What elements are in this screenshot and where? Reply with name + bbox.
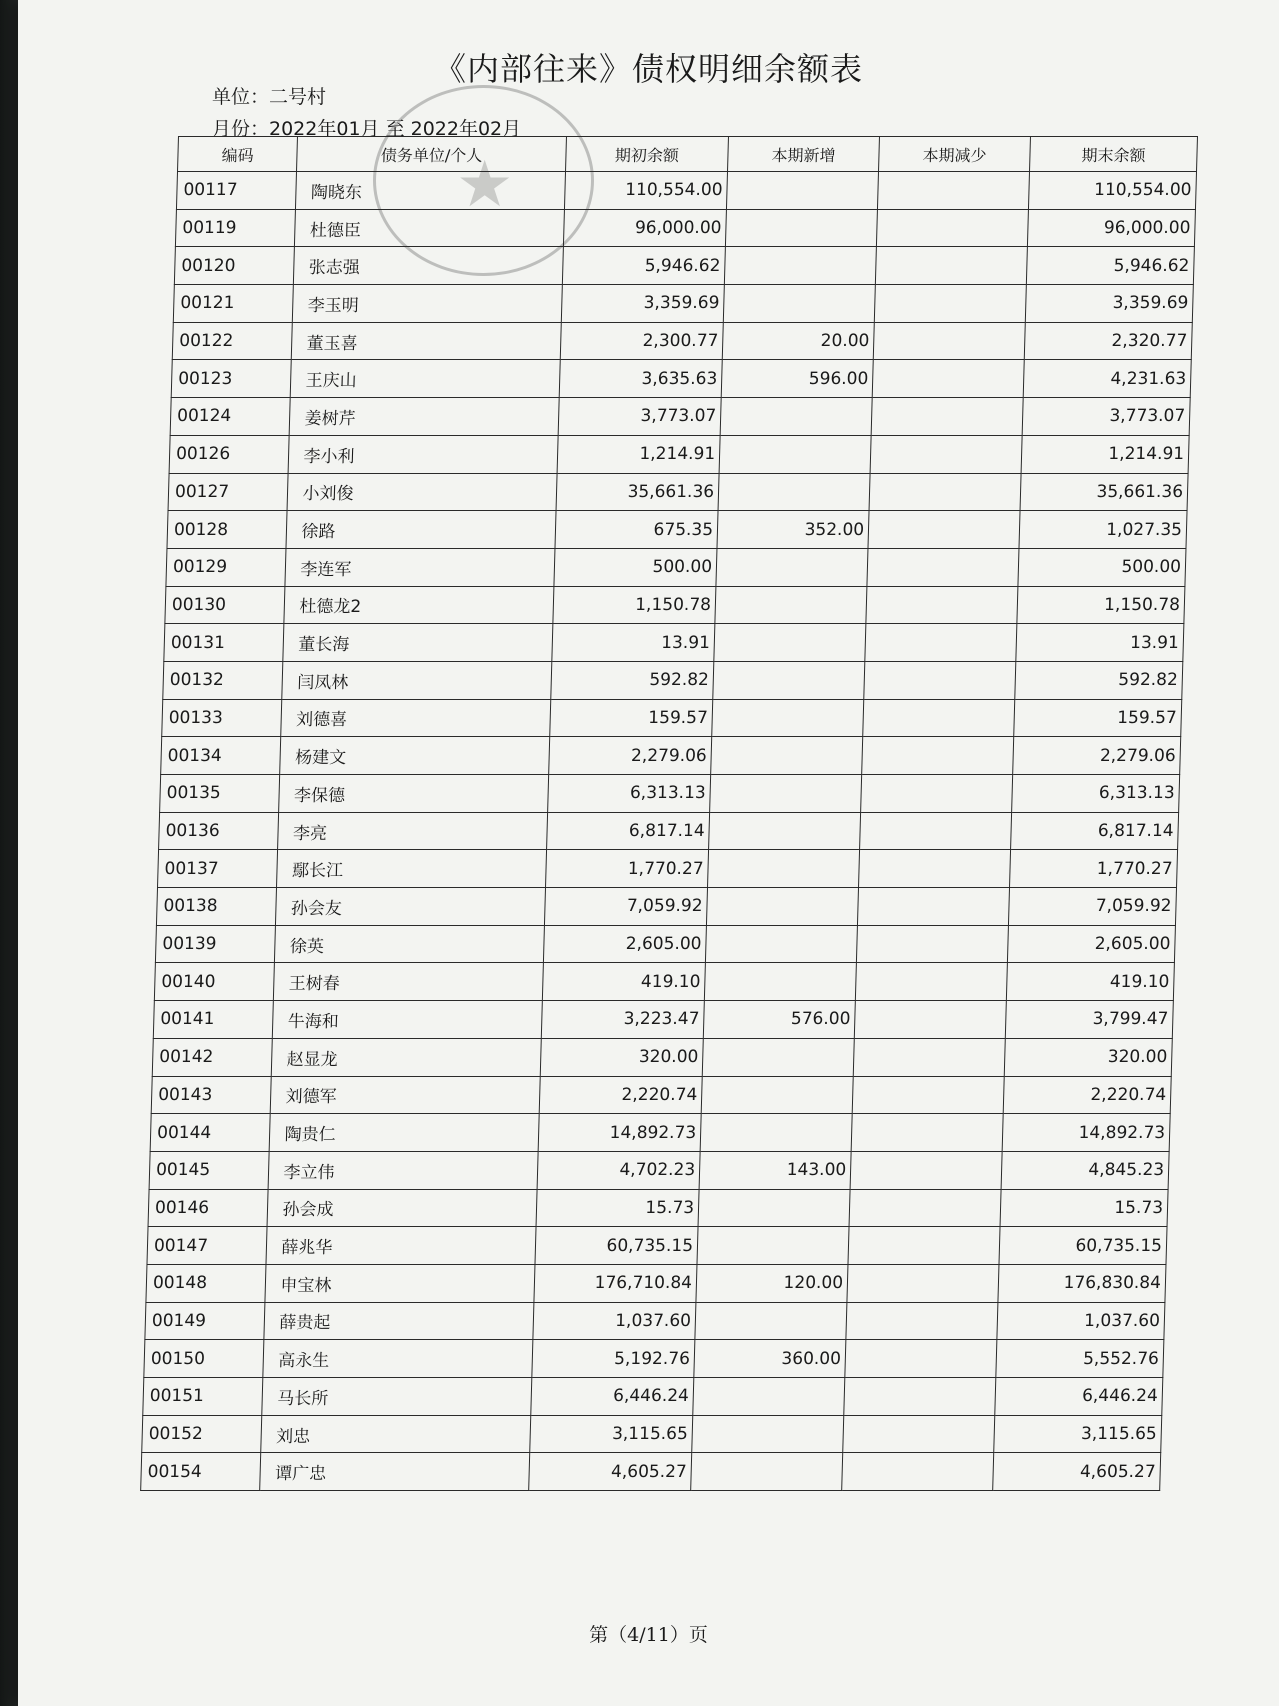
cell-period-decrease: [859, 850, 1011, 888]
table-row: [168, 473, 1188, 511]
cell-opening-balance: 3,773.07: [558, 398, 721, 436]
cell-period-decrease: [860, 812, 1012, 850]
table-row: [173, 285, 1193, 323]
page-number: 第（4/11）页: [589, 1624, 708, 1646]
cell-code: 00117: [176, 172, 297, 210]
cell-closing-balance: 6,446.24: [995, 1378, 1163, 1416]
cell-period-decrease: [871, 398, 1023, 436]
cell-debtor: 孙会友: [276, 888, 545, 926]
cell-debtor: 鄢长江: [277, 850, 546, 888]
cell-debtor: 李保德: [279, 775, 548, 813]
cell-opening-balance: 3,115.65: [529, 1415, 692, 1453]
cell-closing-balance: 96,000.00: [1028, 209, 1196, 247]
cell-period-decrease: [872, 360, 1024, 398]
cell-period-decrease: [865, 624, 1017, 662]
cell-debtor: 薛贵起: [264, 1302, 533, 1340]
cell-period-increase: [718, 473, 870, 511]
cell-period-decrease: [864, 661, 1016, 699]
cell-code: 00129: [166, 548, 287, 586]
cell-period-increase: [698, 1189, 850, 1227]
cell-debtor: 陶贵仁: [270, 1114, 539, 1152]
cell-code: 00124: [170, 398, 291, 436]
cell-debtor: 陶晓东: [296, 172, 565, 210]
cell-closing-balance: 6,817.14: [1011, 812, 1179, 850]
cell-debtor: 董玉喜: [292, 322, 561, 360]
table-header-row: [178, 137, 1198, 172]
table-row: [171, 360, 1191, 398]
table-row: [165, 586, 1185, 624]
cell-period-decrease: [852, 1076, 1004, 1114]
cell-period-increase: [710, 775, 862, 813]
cell-code: 00147: [147, 1227, 268, 1265]
cell-period-increase: [713, 661, 865, 699]
cell-opening-balance: 3,223.47: [541, 1001, 704, 1039]
table-row: [160, 775, 1180, 813]
cell-code: 00139: [155, 925, 276, 963]
cell-period-decrease: [866, 586, 1018, 624]
table-row: [153, 1001, 1173, 1039]
cell-period-increase: [725, 209, 877, 247]
cell-code: 00128: [167, 511, 288, 549]
cell-code: 00132: [163, 661, 284, 699]
cell-debtor: 徐路: [286, 511, 555, 549]
table-row: [159, 812, 1179, 850]
table-row: [170, 398, 1190, 436]
cell-opening-balance: 4,702.23: [537, 1151, 700, 1189]
cell-code: 00143: [151, 1076, 272, 1114]
table-row: [156, 888, 1176, 926]
cell-opening-balance: 6,446.24: [531, 1378, 694, 1416]
cell-opening-balance: 675.35: [555, 511, 718, 549]
cell-opening-balance: 419.10: [542, 963, 705, 1001]
cell-period-increase: [709, 812, 861, 850]
cell-period-decrease: [863, 699, 1015, 737]
cell-closing-balance: 3,799.47: [1005, 1001, 1173, 1039]
cell-closing-balance: 13.91: [1016, 624, 1184, 662]
cell-period-increase: 143.00: [699, 1151, 851, 1189]
table-row: [169, 435, 1189, 473]
cell-period-increase: [702, 1038, 854, 1076]
cell-debtor: 薛兆华: [266, 1227, 535, 1265]
cell-period-decrease: [850, 1151, 1002, 1189]
cell-closing-balance: 419.10: [1006, 963, 1174, 1001]
cell-debtor: 牛海和: [273, 1001, 542, 1039]
cell-closing-balance: 3,359.69: [1025, 285, 1193, 323]
cell-period-increase: [715, 586, 867, 624]
cell-period-decrease: [849, 1189, 1001, 1227]
cell-debtor: 董长海: [283, 624, 552, 662]
cell-code: 00119: [175, 209, 296, 247]
table-row: [155, 925, 1175, 963]
cell-code: 00121: [173, 285, 294, 323]
cell-code: 00127: [168, 473, 289, 511]
table-row: [146, 1264, 1166, 1302]
cell-code: 00154: [141, 1453, 262, 1491]
table-row: [163, 661, 1183, 699]
table-row: [154, 963, 1174, 1001]
cell-code: 00152: [142, 1415, 263, 1453]
cell-code: 00146: [148, 1189, 269, 1227]
cell-code: 00131: [164, 624, 285, 662]
cell-code: 00138: [156, 888, 277, 926]
seal-star-icon: ★: [456, 148, 514, 222]
table-row: [172, 322, 1192, 360]
table-row: [141, 1453, 1161, 1491]
table-row: [152, 1038, 1172, 1076]
header-opening-balance: 期初余额: [565, 137, 728, 172]
cell-period-increase: [691, 1453, 843, 1491]
cell-closing-balance: 1,770.27: [1010, 850, 1178, 888]
table-row: [166, 548, 1186, 586]
cell-period-increase: [692, 1415, 844, 1453]
cell-closing-balance: 5,946.62: [1026, 247, 1194, 285]
cell-closing-balance: 176,830.84: [998, 1264, 1166, 1302]
cell-opening-balance: 7,059.92: [544, 888, 707, 926]
cell-period-decrease: [855, 963, 1007, 1001]
unit-label: 单位：二号村: [212, 86, 327, 108]
cell-period-decrease: [873, 322, 1025, 360]
balance-table: [140, 136, 1198, 1491]
cell-period-decrease: [858, 888, 1010, 926]
cell-period-increase: [705, 925, 857, 963]
cell-opening-balance: 14,892.73: [538, 1114, 701, 1152]
cell-period-decrease: [870, 435, 1022, 473]
cell-closing-balance: 4,605.27: [993, 1453, 1161, 1491]
cell-code: 00123: [171, 360, 292, 398]
cell-opening-balance: 15.73: [536, 1189, 699, 1227]
cell-code: 00137: [158, 850, 279, 888]
cell-opening-balance: 1,214.91: [557, 435, 720, 473]
table-row: [148, 1189, 1168, 1227]
cell-period-increase: [707, 888, 859, 926]
cell-period-increase: 596.00: [721, 360, 873, 398]
month-range-label: 月份：2022年01月 至 2022年02月: [212, 118, 522, 140]
table-row: [161, 737, 1181, 775]
cell-opening-balance: 320.00: [540, 1038, 703, 1076]
cell-opening-balance: 176,710.84: [534, 1264, 697, 1302]
cell-closing-balance: 320.00: [1004, 1038, 1172, 1076]
cell-period-decrease: [848, 1227, 1000, 1265]
cell-period-increase: [724, 247, 876, 285]
cell-closing-balance: 592.82: [1015, 661, 1183, 699]
cell-period-decrease: [846, 1302, 998, 1340]
cell-debtor: 孙会成: [268, 1189, 537, 1227]
cell-period-decrease: [851, 1114, 1003, 1152]
table-row: [162, 699, 1182, 737]
table-row: [151, 1076, 1171, 1114]
cell-period-increase: [704, 963, 856, 1001]
cell-code: 00141: [153, 1001, 274, 1039]
cell-opening-balance: 2,220.74: [539, 1076, 702, 1114]
cell-debtor: 杨建文: [280, 737, 549, 775]
cell-opening-balance: 35,661.36: [556, 473, 719, 511]
cell-closing-balance: 110,554.00: [1029, 172, 1197, 210]
cell-closing-balance: 7,059.92: [1009, 888, 1177, 926]
cell-period-decrease: [843, 1415, 995, 1453]
cell-period-increase: 120.00: [696, 1264, 848, 1302]
cell-closing-balance: 35,661.36: [1020, 473, 1188, 511]
cell-closing-balance: 2,220.74: [1003, 1076, 1171, 1114]
cell-closing-balance: 60,735.15: [999, 1227, 1167, 1265]
cell-debtor: 赵显龙: [272, 1038, 541, 1076]
cell-period-increase: [712, 699, 864, 737]
cell-period-increase: [711, 737, 863, 775]
cell-opening-balance: 4,605.27: [528, 1453, 691, 1491]
cell-debtor: 徐英: [275, 925, 544, 963]
cell-opening-balance: 1,770.27: [545, 850, 708, 888]
cell-period-increase: [693, 1378, 845, 1416]
cell-opening-balance: 3,359.69: [561, 285, 724, 323]
cell-opening-balance: 3,635.63: [559, 360, 722, 398]
cell-period-decrease: [844, 1378, 996, 1416]
cell-debtor: 姜树芹: [290, 398, 559, 436]
cell-debtor: 杜德臣: [295, 209, 564, 247]
cell-opening-balance: 2,300.77: [560, 322, 723, 360]
cell-period-increase: 20.00: [722, 322, 874, 360]
cell-opening-balance: 2,279.06: [548, 737, 711, 775]
header-closing-balance: 期末余额: [1030, 137, 1198, 172]
cell-code: 00142: [152, 1038, 273, 1076]
cell-period-increase: [723, 285, 875, 323]
cell-period-increase: [719, 435, 871, 473]
cell-period-increase: 352.00: [717, 511, 869, 549]
cell-period-increase: 360.00: [694, 1340, 846, 1378]
cell-code: 00140: [154, 963, 275, 1001]
header-code: 编码: [178, 137, 298, 172]
cell-debtor: 谭广忠: [260, 1453, 529, 1491]
cell-debtor: 李小利: [289, 435, 558, 473]
cell-code: 00151: [143, 1378, 264, 1416]
cell-closing-balance: 2,320.77: [1024, 322, 1192, 360]
table-row: [142, 1415, 1162, 1453]
table-row: [164, 624, 1184, 662]
table-row: [176, 172, 1196, 210]
cell-period-decrease: [874, 285, 1026, 323]
cell-period-increase: [701, 1076, 853, 1114]
cell-closing-balance: 6,313.13: [1012, 775, 1180, 813]
cell-code: 00135: [160, 775, 281, 813]
cell-closing-balance: 159.57: [1014, 699, 1182, 737]
cell-code: 00133: [162, 699, 283, 737]
cell-closing-balance: 3,773.07: [1022, 398, 1190, 436]
header-debtor: 债务单位/个人: [297, 137, 566, 172]
cell-closing-balance: 1,150.78: [1017, 586, 1185, 624]
cell-code: 00145: [149, 1151, 270, 1189]
cell-opening-balance: 13.91: [552, 624, 715, 662]
cell-period-increase: [697, 1227, 849, 1265]
table-row: [147, 1227, 1167, 1265]
cell-closing-balance: 1,027.35: [1019, 511, 1187, 549]
cell-period-decrease: [868, 511, 1020, 549]
table-row: [158, 850, 1178, 888]
cell-opening-balance: 159.57: [549, 699, 712, 737]
table-row: [174, 247, 1194, 285]
cell-period-decrease: [842, 1453, 994, 1491]
cell-closing-balance: 3,115.65: [994, 1415, 1162, 1453]
cell-opening-balance: 2,605.00: [543, 925, 706, 963]
cell-opening-balance: 1,150.78: [553, 586, 716, 624]
cell-period-increase: [708, 850, 860, 888]
cell-debtor: 刘德军: [271, 1076, 540, 1114]
cell-period-increase: [716, 548, 868, 586]
cell-opening-balance: 110,554.00: [564, 172, 727, 210]
cell-debtor: 李连军: [285, 548, 554, 586]
cell-period-decrease: [845, 1340, 997, 1378]
cell-period-increase: [700, 1114, 852, 1152]
cell-period-decrease: [875, 247, 1027, 285]
cell-closing-balance: 4,231.63: [1023, 360, 1191, 398]
cell-code: 00148: [146, 1264, 267, 1302]
cell-closing-balance: 14,892.73: [1002, 1114, 1170, 1152]
cell-debtor: 李玉明: [293, 285, 562, 323]
cell-opening-balance: 60,735.15: [535, 1227, 698, 1265]
cell-debtor: 李亮: [278, 812, 547, 850]
table-row: [149, 1151, 1169, 1189]
cell-period-decrease: [847, 1264, 999, 1302]
cell-closing-balance: 4,845.23: [1001, 1151, 1169, 1189]
cell-code: 00150: [144, 1340, 265, 1378]
cell-period-decrease: [856, 925, 1008, 963]
cell-debtor: 高永生: [263, 1340, 532, 1378]
cell-closing-balance: 1,037.60: [997, 1302, 1165, 1340]
cell-period-decrease: [867, 548, 1019, 586]
header-period-decrease: 本期减少: [879, 137, 1031, 172]
cell-closing-balance: 2,605.00: [1008, 925, 1176, 963]
cell-code: 00122: [172, 322, 293, 360]
cell-code: 00144: [150, 1114, 271, 1152]
document-title: 《内部往来》债权明细余额表: [433, 50, 863, 88]
cell-closing-balance: 15.73: [1000, 1189, 1168, 1227]
cell-opening-balance: 6,817.14: [546, 812, 709, 850]
cell-code: 00136: [159, 812, 280, 850]
cell-opening-balance: 5,192.76: [532, 1340, 695, 1378]
header-period-increase: 本期新增: [728, 137, 880, 172]
cell-period-decrease: [869, 473, 1021, 511]
cell-opening-balance: 500.00: [554, 548, 717, 586]
cell-code: 00134: [161, 737, 282, 775]
cell-code: 00149: [145, 1302, 266, 1340]
cell-debtor: 王树春: [274, 963, 543, 1001]
cell-period-increase: [720, 398, 872, 436]
cell-period-decrease: [861, 775, 1013, 813]
cell-period-decrease: [854, 1001, 1006, 1039]
document-page: [18, 0, 1279, 1706]
cell-opening-balance: 6,313.13: [547, 775, 710, 813]
table-row: [143, 1378, 1163, 1416]
cell-period-decrease: [876, 209, 1028, 247]
cell-code: 00130: [165, 586, 286, 624]
cell-period-increase: [714, 624, 866, 662]
cell-closing-balance: 5,552.76: [996, 1340, 1164, 1378]
cell-debtor: 李立伟: [269, 1151, 538, 1189]
cell-closing-balance: 500.00: [1018, 548, 1186, 586]
table-row: [175, 209, 1195, 247]
cell-debtor: 刘忠: [261, 1415, 530, 1453]
cell-period-increase: [727, 172, 879, 210]
cell-period-decrease: [878, 172, 1030, 210]
cell-debtor: 张志强: [294, 247, 563, 285]
cell-opening-balance: 5,946.62: [562, 247, 725, 285]
cell-period-decrease: [862, 737, 1014, 775]
cell-debtor: 刘德喜: [281, 699, 550, 737]
cell-debtor: 小刘俊: [288, 473, 557, 511]
cell-period-decrease: [853, 1038, 1005, 1076]
cell-code: 00126: [169, 435, 290, 473]
cell-period-increase: [695, 1302, 847, 1340]
cell-debtor: 申宝林: [265, 1264, 534, 1302]
table-row: [144, 1340, 1164, 1378]
cell-closing-balance: 2,279.06: [1013, 737, 1181, 775]
cell-opening-balance: 96,000.00: [563, 209, 726, 247]
table-row: [167, 511, 1187, 549]
table-row: [145, 1302, 1165, 1340]
cell-debtor: 马长所: [262, 1378, 531, 1416]
cell-opening-balance: 1,037.60: [533, 1302, 696, 1340]
cell-debtor: 王庆山: [291, 360, 560, 398]
cell-period-increase: 576.00: [703, 1001, 855, 1039]
cell-code: 00120: [174, 247, 295, 285]
table-body: [141, 172, 1197, 1491]
table-row: [150, 1114, 1170, 1152]
cell-debtor: 闫凤林: [282, 661, 551, 699]
cell-opening-balance: 592.82: [551, 661, 714, 699]
cell-debtor: 杜德龙2: [284, 586, 553, 624]
cell-closing-balance: 1,214.91: [1021, 435, 1189, 473]
